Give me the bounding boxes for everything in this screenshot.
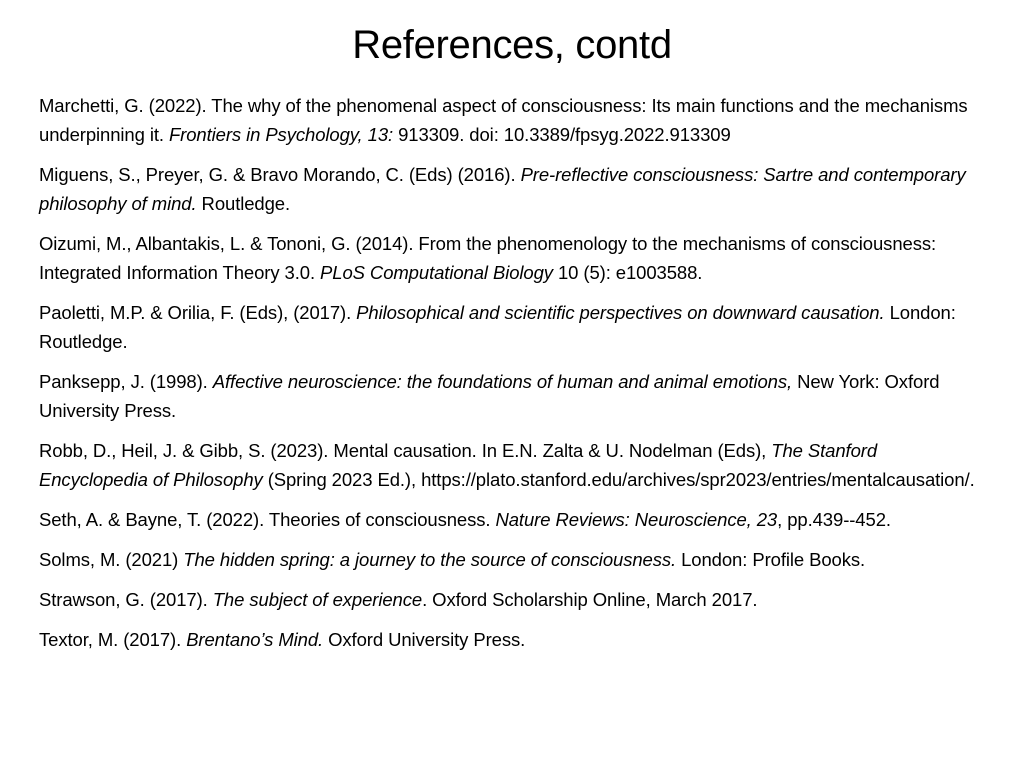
reference-source-title: The subject of experience — [212, 589, 423, 610]
reference-text: Robb, D., Heil, J. & Gibb, S. (2023). Mental causation. In E.N. Zalta & U. Nodelman (Eds), — [39, 440, 772, 461]
reference-text: Solms, M. (2021) — [39, 549, 184, 570]
reference-strawson-2017 — [39, 585, 989, 614]
reference-source-title: Affective neuroscience: the foundations of human and animal emotions, — [212, 371, 793, 392]
reference-text: Miguens, S., Preyer, G. & Bravo Morando, C. (Eds) (2016). — [39, 164, 521, 185]
page-title: References, contd — [352, 23, 672, 67]
reference-textor-2017 — [39, 625, 989, 654]
reference-source-title: Philosophical and scientific perspectives on downward causation. — [356, 302, 885, 323]
reference-source-title: PLoS Computational Biology — [320, 262, 553, 283]
reference-panksepp-1998 — [39, 367, 989, 425]
reference-source-title: Brentano’s Mind. — [186, 629, 324, 650]
reference-text: London: Profile Books. — [676, 549, 866, 570]
reference-text: Textor, M. (2017). — [39, 629, 187, 650]
reference-text: . Oxford Scholarship Online, March 2017. — [422, 589, 758, 610]
reference-text: London: Routledge. — [39, 302, 956, 352]
reference-text: Paoletti, M.P. & Orilia, F. (Eds), (2017). — [39, 302, 357, 323]
reference-marchetti-2022 — [39, 91, 989, 149]
reference-list — [39, 91, 989, 665]
reference-text: , pp.439--452. — [777, 509, 891, 530]
reference-text: Routledge. — [196, 193, 291, 214]
reference-oizumi-2014 — [39, 229, 989, 287]
reference-text: Panksepp, J. (1998). — [39, 371, 213, 392]
reference-source-title: The hidden spring: a journey to the source of consciousness. — [183, 549, 677, 570]
reference-text: Seth, A. & Bayne, T. (2022). Theories of consciousness. — [39, 509, 496, 530]
reference-text: New York: Oxford University Press. — [39, 371, 940, 421]
reference-source-title: Nature Reviews: Neuroscience, 23 — [495, 509, 778, 530]
reference-solms-2021 — [39, 545, 989, 574]
reference-text: Oizumi, M., Albantakis, L. & Tononi, G. (2014). From the phenomenology to the mechanisms of consciousness: Integrated Information Theory 3.0. — [39, 233, 937, 283]
reference-text: Marchetti, G. (2022). The why of the phenomenal aspect of consciousness: Its main functions and the mechanisms underpinning it. — [39, 95, 968, 145]
reference-text: (Spring 2023 Ed.), https://plato.stanford.edu/archives/spr2023/entries/mentalcausation/. — [262, 469, 975, 490]
reference-text: Strawson, G. (2017). — [39, 589, 213, 610]
reference-text: 913309. doi: 10.3389/fpsyg.2022.913309 — [398, 124, 731, 145]
reference-text: Oxford University Press. — [323, 629, 526, 650]
reference-source-title: Frontiers in Psychology, 13: — [168, 124, 399, 145]
reference-miguens-2016 — [39, 160, 989, 218]
reference-text: 10 (5): e1003588. — [552, 262, 703, 283]
reference-seth-2022 — [39, 505, 989, 534]
reference-source-title: The Stanford Encyclopedia of Philosophy — [39, 440, 878, 490]
reference-source-title: Pre-reflective consciousness: Sartre and contemporary philosophy of mind. — [39, 164, 966, 214]
reference-robb-2023 — [39, 436, 989, 494]
reference-paoletti-2017 — [39, 298, 989, 356]
